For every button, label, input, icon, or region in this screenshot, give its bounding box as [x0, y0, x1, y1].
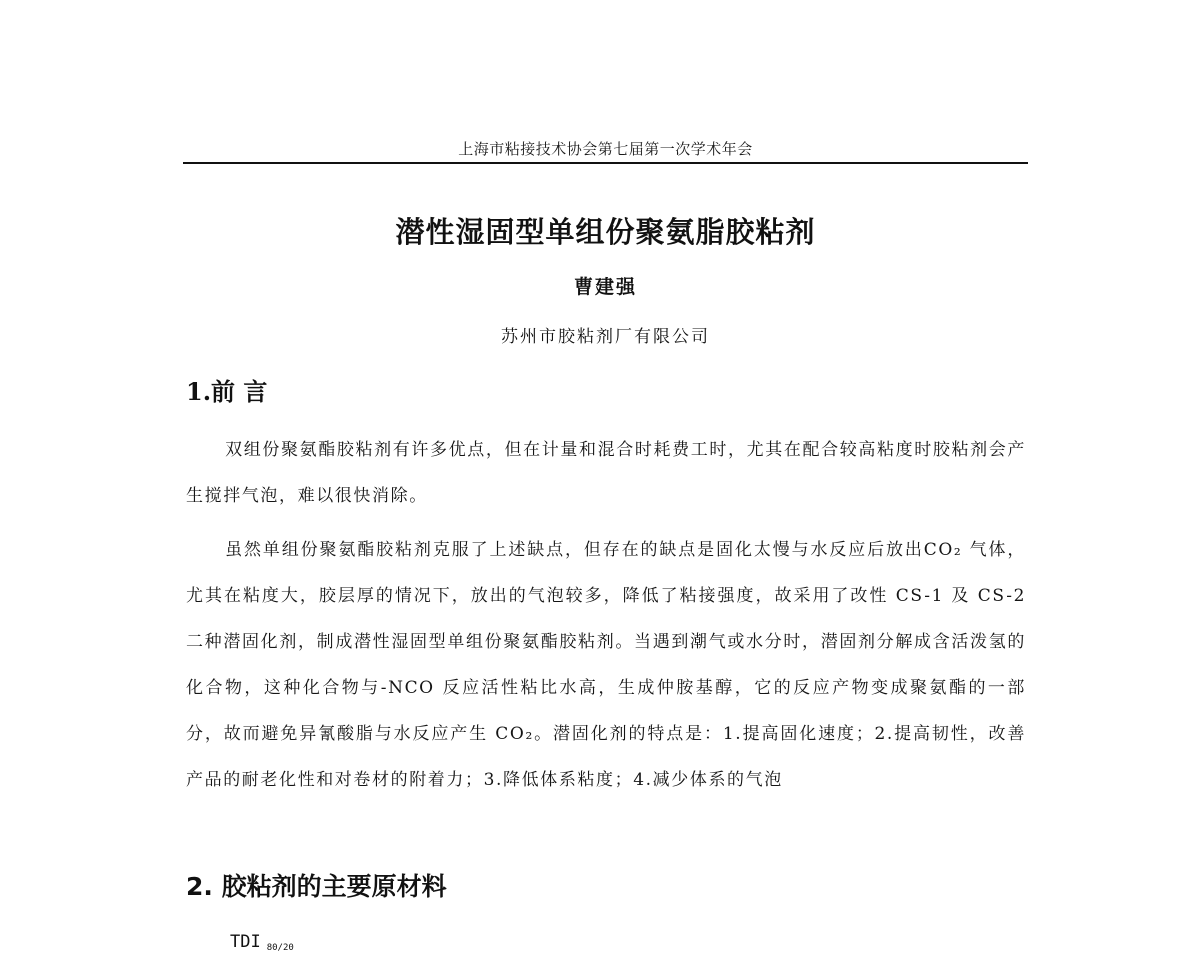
- section-heading-introduction: 1.前 言: [186, 377, 268, 406]
- running-head: 上海市粘接技术协会第七届第一次学术年会: [458, 140, 753, 158]
- paper-title: 潜性湿固型单组份聚氨脂胶粘剂: [395, 215, 816, 249]
- affiliation: 苏州市胶粘剂厂有限公司: [501, 327, 710, 347]
- material-ratio: 80/20: [266, 943, 294, 953]
- header-rule: [183, 162, 1028, 164]
- intro-paragraph-1: [186, 427, 1026, 519]
- intro-paragraph-2: [186, 527, 1026, 803]
- material-name: TDI: [230, 932, 261, 952]
- paragraph-text: 虽然单组份聚氨酯胶粘剂克服了上述缺点，但存在的缺点是固化太慢与水反应后放出CO₂ 气体，尤其在粘度大，胶层厚的情况下，放出的气泡较多，降低了粘接强度，故采用了改性 CS-1 及 CS-2 二种潜固化剂，制成潜性湿固型单组份聚氨酯胶粘剂。当遇到潮气或水分时，潜固剂分解成含活泼氢的化合物，这种化合物与-NCO 反应活性粘比水高，生成仲胺基醇，它的反应产物变成聚氨酯的一部分，故而避免异氰酸脂与水反应产生 CO₂。潜固化剂的特点是：1.提高固化速度；2.提高韧性，改善产品的耐老化性和对卷材的附着力；3.降低体系粘度；4.减少体系的气泡: [186, 540, 1026, 790]
- author-name: 曹建强: [573, 276, 637, 298]
- section-heading-raw-materials: 2. 胶粘剂的主要原材料: [186, 872, 447, 901]
- material-item: [230, 932, 294, 953]
- paragraph-text: 双组份聚氨酯胶粘剂有许多优点，但在计量和混合时耗费工时，尤其在配合较高粘度时胶粘剂会产生搅拌气泡，难以很快消除。: [186, 440, 1026, 506]
